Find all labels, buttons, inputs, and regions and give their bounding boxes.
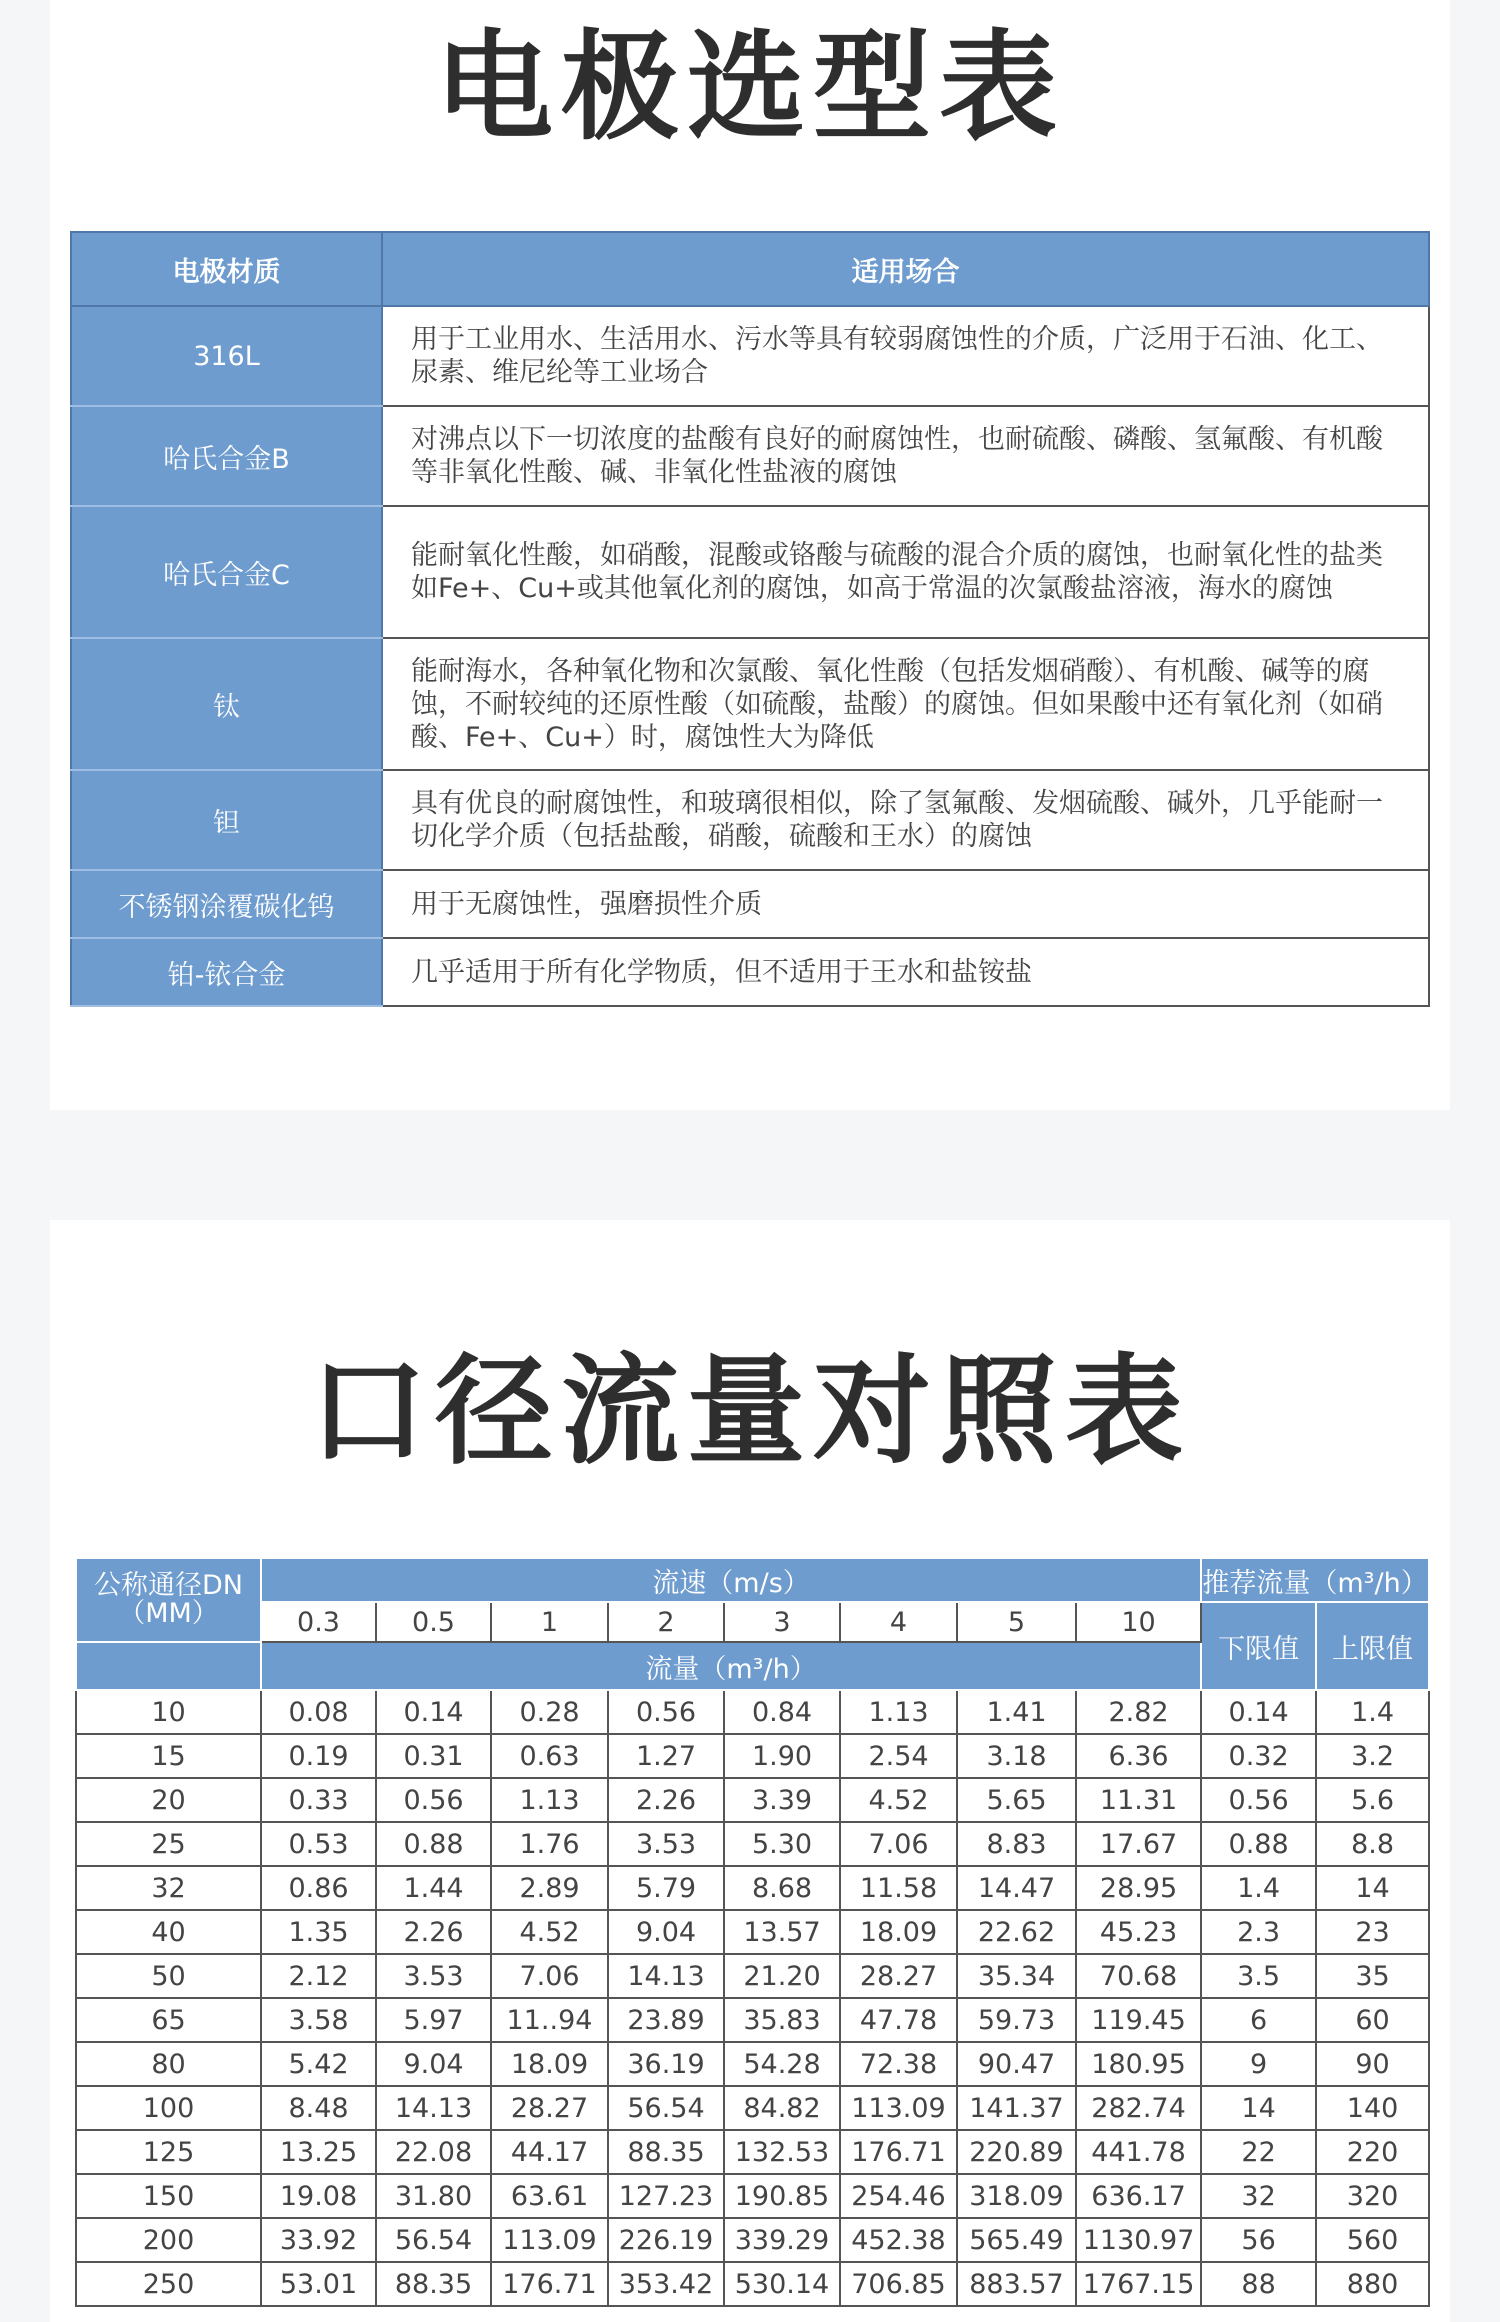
flow-cell: 6.36	[1076, 1734, 1201, 1778]
flow-cell: 282.74	[1076, 2086, 1201, 2130]
flow-cell: 441.78	[1076, 2130, 1201, 2174]
flow-cell: 2.89	[491, 1866, 608, 1910]
dn-cell: 10	[76, 1690, 261, 1734]
flow-cell: 21.20	[724, 1954, 840, 1998]
flow-cell: 5.42	[261, 2042, 376, 2086]
speed-value-cell: 4	[840, 1602, 957, 1642]
electrode-header-row	[71, 232, 1429, 306]
flow-row	[76, 2218, 1429, 2262]
recommend-cell: 90	[1316, 2042, 1429, 2086]
flow-cell: 8.83	[957, 1822, 1076, 1866]
flow-cell: 70.68	[1076, 1954, 1201, 1998]
flow-cell: 53.01	[261, 2262, 376, 2306]
dn-cell: 150	[76, 2174, 261, 2218]
flow-cell: 226.19	[608, 2218, 724, 2262]
flow-row	[76, 2086, 1429, 2130]
flow-cell: 0.86	[261, 1866, 376, 1910]
flow-cell: 14.13	[608, 1954, 724, 1998]
flow-cell: 190.85	[724, 2174, 840, 2218]
dn-cell: 100	[76, 2086, 261, 2130]
flow-cell: 5.79	[608, 1866, 724, 1910]
recommend-cell: 0.14	[1201, 1690, 1316, 1734]
flow-cell: 1.90	[724, 1734, 840, 1778]
upper-header: 上限值	[1316, 1602, 1429, 1690]
flow-cell: 2.12	[261, 1954, 376, 1998]
flow-cell: 88.35	[608, 2130, 724, 2174]
flow-cell: 0.33	[261, 1778, 376, 1822]
recommend-cell: 22	[1201, 2130, 1316, 2174]
flow-cell: 84.82	[724, 2086, 840, 2130]
flow-cell: 3.18	[957, 1734, 1076, 1778]
flow-cell: 318.09	[957, 2174, 1076, 2218]
flow-row	[76, 2042, 1429, 2086]
flow-cell: 0.53	[261, 1822, 376, 1866]
flow-cell: 132.53	[724, 2130, 840, 2174]
recommend-cell: 35	[1316, 1954, 1429, 1998]
electrode-row	[71, 406, 1429, 506]
dn-cell: 80	[76, 2042, 261, 2086]
flow-row	[76, 1866, 1429, 1910]
flow-cell: 3.39	[724, 1778, 840, 1822]
flow-row	[76, 1734, 1429, 1778]
usage-cell: 能耐氧化性酸，如硝酸，混酸或铬酸与硫酸的混合介质的腐蚀，也耐氧化性的盐类如Fe+、Cu+或其他氧化剂的腐蚀，如高于常温的次氯酸盐溶液，海水的腐蚀	[382, 506, 1429, 638]
flow-row	[76, 1690, 1429, 1734]
flow-cell: 33.92	[261, 2218, 376, 2262]
dn-cell: 15	[76, 1734, 261, 1778]
flow-cell: 0.88	[376, 1822, 491, 1866]
recommend-cell: 8.8	[1316, 1822, 1429, 1866]
flow-cell: 28.95	[1076, 1866, 1201, 1910]
flow-cell: 63.61	[491, 2174, 608, 2218]
flow-cell: 7.06	[840, 1822, 957, 1866]
flow-cell: 113.09	[840, 2086, 957, 2130]
flow-cell: 44.17	[491, 2130, 608, 2174]
flow-cell: 3.53	[608, 1822, 724, 1866]
flow-cell: 127.23	[608, 2174, 724, 2218]
recommend-cell: 60	[1316, 1998, 1429, 2042]
flow-cell: 176.71	[840, 2130, 957, 2174]
flow-cell: 8.48	[261, 2086, 376, 2130]
flow-cell: 176.71	[491, 2262, 608, 2306]
material-cell: 钽	[71, 770, 382, 870]
flow-cell: 2.82	[1076, 1690, 1201, 1734]
flow-cell: 3.53	[376, 1954, 491, 1998]
flow-cell: 31.80	[376, 2174, 491, 2218]
flow-cell: 1.44	[376, 1866, 491, 1910]
material-cell: 哈氏合金B	[71, 406, 382, 506]
flow-cell: 14.13	[376, 2086, 491, 2130]
recommend-cell: 3.5	[1201, 1954, 1316, 1998]
usage-cell: 几乎适用于所有化学物质，但不适用于王水和盐铵盐	[382, 938, 1429, 1006]
flow-cell: 88.35	[376, 2262, 491, 2306]
flow-cell: 119.45	[1076, 1998, 1201, 2042]
flow-cell: 1.76	[491, 1822, 608, 1866]
dn-cell: 40	[76, 1910, 261, 1954]
flow-cell: 28.27	[840, 1954, 957, 1998]
usage-cell: 用于无腐蚀性，强磨损性介质	[382, 870, 1429, 938]
flow-cell: 220.89	[957, 2130, 1076, 2174]
flow-cell: 35.83	[724, 1998, 840, 2042]
electrode-row	[71, 770, 1429, 870]
flow-cell: 0.63	[491, 1734, 608, 1778]
dn-cell: 50	[76, 1954, 261, 1998]
flow-cell: 706.85	[840, 2262, 957, 2306]
flow-cell: 5.65	[957, 1778, 1076, 1822]
electrode-row	[71, 506, 1429, 638]
flow-cell: 22.62	[957, 1910, 1076, 1954]
flow-cell: 56.54	[376, 2218, 491, 2262]
electrode-row	[71, 870, 1429, 938]
flow-cell: 59.73	[957, 1998, 1076, 2042]
flow-cell: 1.13	[491, 1778, 608, 1822]
dn-cell: 25	[76, 1822, 261, 1866]
material-cell: 不锈钢涂覆碳化钨	[71, 870, 382, 938]
flow-cell: 530.14	[724, 2262, 840, 2306]
speed-value-cell: 3	[724, 1602, 840, 1642]
flow-cell: 0.56	[376, 1778, 491, 1822]
dn-cell: 65	[76, 1998, 261, 2042]
flow-cell: 254.46	[840, 2174, 957, 2218]
recommend-cell: 88	[1201, 2262, 1316, 2306]
usage-cell: 具有优良的耐腐蚀性，和玻璃很相似，除了氢氟酸、发烟硫酸、碱外，几乎能耐一切化学介质（包括盐酸，硝酸，硫酸和王水）的腐蚀	[382, 770, 1429, 870]
electrode-table	[70, 231, 1430, 1007]
flow-cell: 113.09	[491, 2218, 608, 2262]
recommend-cell: 320	[1316, 2174, 1429, 2218]
flow-cell: 1.13	[840, 1690, 957, 1734]
flow-cell: 13.25	[261, 2130, 376, 2174]
material-cell: 316L	[71, 306, 382, 406]
flow-row	[76, 1954, 1429, 1998]
recommend-cell: 14	[1201, 2086, 1316, 2130]
material-cell: 钛	[71, 638, 382, 770]
dn-header: 公称通径DN （MM）	[76, 1558, 261, 1642]
flow-cell: 13.57	[724, 1910, 840, 1954]
flow-cell: 2.26	[376, 1910, 491, 1954]
flow-cell: 35.34	[957, 1954, 1076, 1998]
recommend-header: 推荐流量（m³/h）	[1201, 1558, 1429, 1602]
flow-cell: 56.54	[608, 2086, 724, 2130]
flow-cell: 19.08	[261, 2174, 376, 2218]
flow-cell: 17.67	[1076, 1822, 1201, 1866]
flow-cell: 7.06	[491, 1954, 608, 1998]
flow-cell: 11.31	[1076, 1778, 1201, 1822]
speed-values-row	[76, 1602, 1429, 1642]
speed-value-cell: 2	[608, 1602, 724, 1642]
flow-cell: 22.08	[376, 2130, 491, 2174]
flow-row	[76, 1910, 1429, 1954]
flow-cell: 636.17	[1076, 2174, 1201, 2218]
flow-row	[76, 2130, 1429, 2174]
flow-cell: 0.84	[724, 1690, 840, 1734]
flow-header-row-1	[76, 1558, 1429, 1602]
dn-cell: 20	[76, 1778, 261, 1822]
recommend-cell: 1.4	[1316, 1690, 1429, 1734]
usage-cell: 对沸点以下一切浓度的盐酸有良好的耐腐蚀性，也耐硫酸、磷酸、氢氟酸、有机酸等非氧化性酸、碱、非氧化性盐液的腐蚀	[382, 406, 1429, 506]
flow-cell: 1.35	[261, 1910, 376, 1954]
flow-cell: 1.27	[608, 1734, 724, 1778]
flow-row	[76, 1998, 1429, 2042]
usage-header: 适用场合	[382, 232, 1429, 306]
electrode-row	[71, 306, 1429, 406]
dn-cell: 125	[76, 2130, 261, 2174]
flow-cell: 0.28	[491, 1690, 608, 1734]
flow-cell: 8.68	[724, 1866, 840, 1910]
flow-cell: 5.30	[724, 1822, 840, 1866]
speed-header: 流速（m/s）	[261, 1558, 1201, 1602]
recommend-cell: 140	[1316, 2086, 1429, 2130]
flow-row	[76, 2174, 1429, 2218]
flow-table	[75, 1557, 1430, 2307]
flow-cell: 9.04	[376, 2042, 491, 2086]
flow-cell: 180.95	[1076, 2042, 1201, 2086]
flow-cell: 36.19	[608, 2042, 724, 2086]
speed-value-cell: 5	[957, 1602, 1076, 1642]
flow-cell: 141.37	[957, 2086, 1076, 2130]
recommend-cell: 0.56	[1201, 1778, 1316, 1822]
flow-unit-header: 流量（m³/h）	[261, 1642, 1201, 1690]
flow-cell: 90.47	[957, 2042, 1076, 2086]
lower-header: 下限值	[1201, 1602, 1316, 1690]
speed-value-cell: 1	[491, 1602, 608, 1642]
flow-cell: 339.29	[724, 2218, 840, 2262]
usage-cell: 用于工业用水、生活用水、污水等具有较弱腐蚀性的介质，广泛用于石油、化工、尿素、维尼纶等工业场合	[382, 306, 1429, 406]
recommend-cell: 5.6	[1316, 1778, 1429, 1822]
flow-cell: 452.38	[840, 2218, 957, 2262]
flow-row	[76, 2262, 1429, 2306]
flow-cell: 28.27	[491, 2086, 608, 2130]
flow-cell: 0.08	[261, 1690, 376, 1734]
recommend-cell: 9	[1201, 2042, 1316, 2086]
dn-cell: 250	[76, 2262, 261, 2306]
recommend-cell: 6	[1201, 1998, 1316, 2042]
flow-cell: 54.28	[724, 2042, 840, 2086]
flow-cell: 1.41	[957, 1690, 1076, 1734]
speed-value-cell: 10	[1076, 1602, 1201, 1642]
flow-cell: 18.09	[491, 2042, 608, 2086]
flow-cell: 72.38	[840, 2042, 957, 2086]
flow-cell: 2.26	[608, 1778, 724, 1822]
speed-value-cell: 0.3	[261, 1602, 376, 1642]
flow-cell: 11.58	[840, 1866, 957, 1910]
material-header: 电极材质	[71, 232, 382, 306]
flow-cell: 883.57	[957, 2262, 1076, 2306]
material-cell: 铂-铱合金	[71, 938, 382, 1006]
recommend-cell: 56	[1201, 2218, 1316, 2262]
dn-cell: 32	[76, 1866, 261, 1910]
recommend-cell: 220	[1316, 2130, 1429, 2174]
flow-cell: 45.23	[1076, 1910, 1201, 1954]
electrode-row	[71, 638, 1429, 770]
flow-cell: 14.47	[957, 1866, 1076, 1910]
flow-cell: 2.54	[840, 1734, 957, 1778]
flow-cell: 0.19	[261, 1734, 376, 1778]
flow-cell: 4.52	[491, 1910, 608, 1954]
usage-cell: 能耐海水，各种氧化物和次氯酸、氧化性酸（包括发烟硝酸）、有机酸、碱等的腐蚀，不耐较纯的还原性酸（如硫酸，盐酸）的腐蚀。但如果酸中还有氧化剂（如硝酸、Fe+、Cu+）时，腐蚀性大为降低	[382, 638, 1429, 770]
flow-row	[76, 1778, 1429, 1822]
flow-cell: 0.56	[608, 1690, 724, 1734]
flow-cell: 47.78	[840, 1998, 957, 2042]
flow-cell: 4.52	[840, 1778, 957, 1822]
flow-cell: 18.09	[840, 1910, 957, 1954]
recommend-cell: 2.3	[1201, 1910, 1316, 1954]
flow-cell: 11..94	[491, 1998, 608, 2042]
flow-cell: 3.58	[261, 1998, 376, 2042]
flow-title: 口径流量对照表	[308, 1342, 1191, 1480]
flow-cell: 23.89	[608, 1998, 724, 2042]
electrode-table-body	[71, 306, 1429, 1006]
recommend-cell: 23	[1316, 1910, 1429, 1954]
material-cell: 哈氏合金C	[71, 506, 382, 638]
recommend-cell: 32	[1201, 2174, 1316, 2218]
recommend-cell: 560	[1316, 2218, 1429, 2262]
flow-cell: 1130.97	[1076, 2218, 1201, 2262]
speed-value-cell: 0.5	[376, 1602, 491, 1642]
flow-cell: 0.14	[376, 1690, 491, 1734]
flow-cell: 0.31	[376, 1734, 491, 1778]
recommend-cell: 880	[1316, 2262, 1429, 2306]
recommend-cell: 3.2	[1316, 1734, 1429, 1778]
flow-cell: 353.42	[608, 2262, 724, 2306]
recommend-cell: 14	[1316, 1866, 1429, 1910]
flow-cell: 9.04	[608, 1910, 724, 1954]
dn-cell: 200	[76, 2218, 261, 2262]
flow-cell: 565.49	[957, 2218, 1076, 2262]
flow-table-body	[76, 1690, 1429, 2306]
recommend-cell: 0.32	[1201, 1734, 1316, 1778]
recommend-cell: 1.4	[1201, 1866, 1316, 1910]
flow-cell: 1767.15	[1076, 2262, 1201, 2306]
electrode-title: 电极选型表	[434, 18, 1065, 156]
flow-row	[76, 1822, 1429, 1866]
electrode-row	[71, 938, 1429, 1006]
flow-cell: 5.97	[376, 1998, 491, 2042]
recommend-cell: 0.88	[1201, 1822, 1316, 1866]
